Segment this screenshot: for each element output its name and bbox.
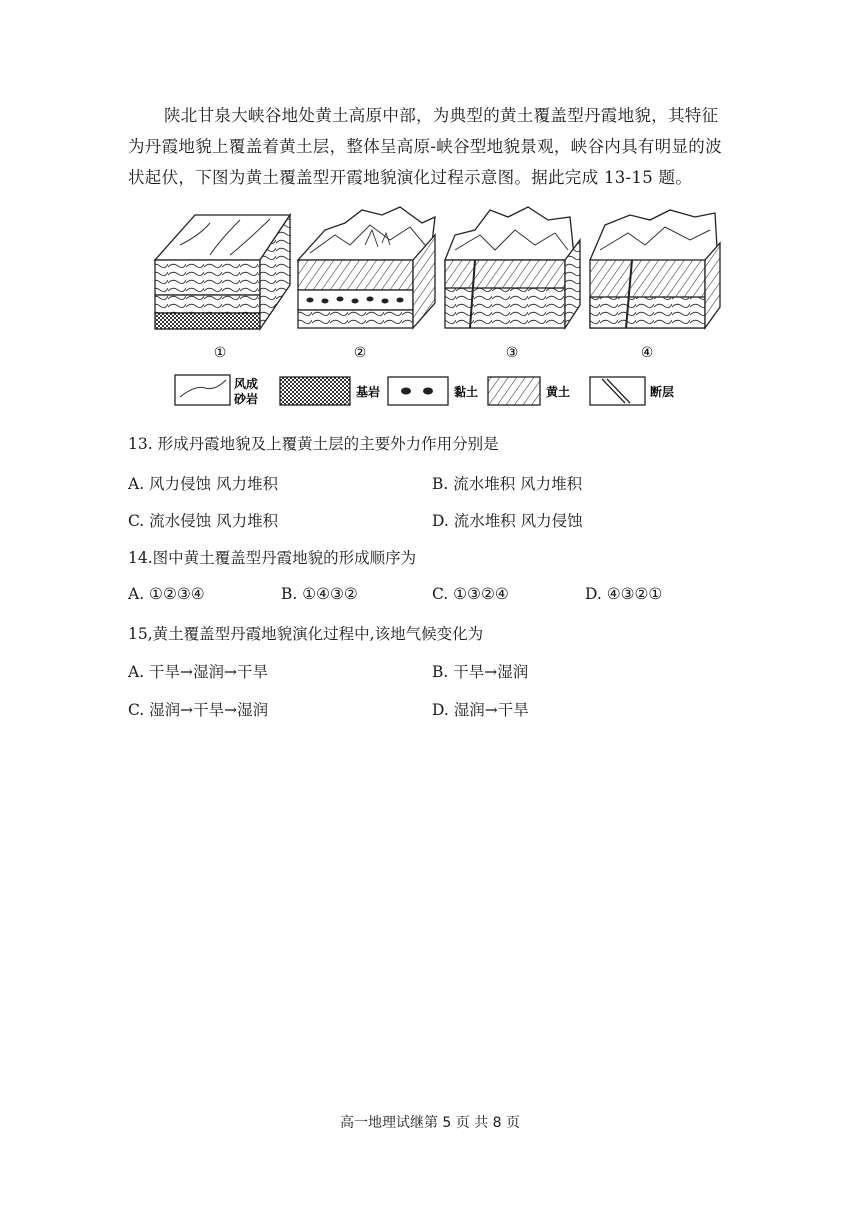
block-diagram-svg <box>150 205 730 410</box>
legend-clay-label: 黏土 <box>454 385 479 399</box>
question-14-stem: 14.图中黄土覆盖型丹霞地貌的形成顺序为 <box>128 549 417 567</box>
block-stage-1 <box>155 215 290 329</box>
legend-bedrock-label: 基岩 <box>356 385 381 399</box>
landform-evolution-figure <box>150 205 730 410</box>
stage-label-3: ③ <box>505 345 519 361</box>
legend-fault-label: 断层 <box>650 385 675 399</box>
question-15-option-b: B. 干旱→湿润 <box>432 663 529 681</box>
legend-sandstone-label-2: 砂岩 <box>234 392 259 406</box>
legend <box>175 375 674 406</box>
question-15-option-d: D. 湿润→干旱 <box>432 701 529 719</box>
question-13-option-b: B. 流水堆积 风力堆积 <box>432 475 583 493</box>
question-13-option-c: C. 流水侵蚀 风力堆积 <box>128 512 279 530</box>
stage-label-4: ④ <box>640 345 654 361</box>
question-15-option-c: C. 湿润→干旱→湿润 <box>128 701 269 719</box>
question-15-option-a: A. 干旱→湿润→干旱 <box>128 663 269 681</box>
page-footer: 高一地理试继第 5 页 共 8 页 <box>339 1115 521 1131</box>
legend-sandstone-label-1: 风成 <box>234 377 259 391</box>
block-stage-4 <box>590 210 720 328</box>
question-13-stem: 13. 形成丹霞地貌及上覆黄土层的主要外力作用分别是 <box>128 435 499 453</box>
block-stage-2 <box>298 207 435 328</box>
stage-label-1: ① <box>213 345 227 361</box>
question-14-option-d: D. ④③②① <box>585 585 663 603</box>
question-14-option-a: A. ①②③④ <box>128 585 205 603</box>
intro-line-2: 为丹霞地貌上覆盖着黄土层，整体呈高原-峡谷型地貌景观，峡谷内具有明显的波 <box>128 137 722 156</box>
intro-line-1: 陕北甘泉大峡谷地处黄土高原中部，为典型的黄土覆盖型丹霞地貌，其特征 <box>164 106 719 125</box>
question-13-option-a: A. 风力侵蚀 风力堆积 <box>128 475 278 493</box>
legend-loess-label: 黄土 <box>546 385 571 399</box>
block-stage-3 <box>445 207 580 328</box>
question-14-option-c: C. ①③②④ <box>432 585 509 603</box>
stage-label-2: ② <box>353 345 367 361</box>
intro-paragraph <box>128 100 728 193</box>
question-14-option-b: B. ①④③② <box>281 585 358 603</box>
question-15-stem: 15,黄土覆盖型丹霞地貌演化过程中,该地气候变化为 <box>128 625 484 643</box>
question-13-option-d: D. 流水堆积 风力侵蚀 <box>432 512 583 530</box>
intro-line-3: 状起伏，下图为黄土覆盖型开霞地貌演化过程示意图。据此完成 13-15 题。 <box>128 168 693 187</box>
